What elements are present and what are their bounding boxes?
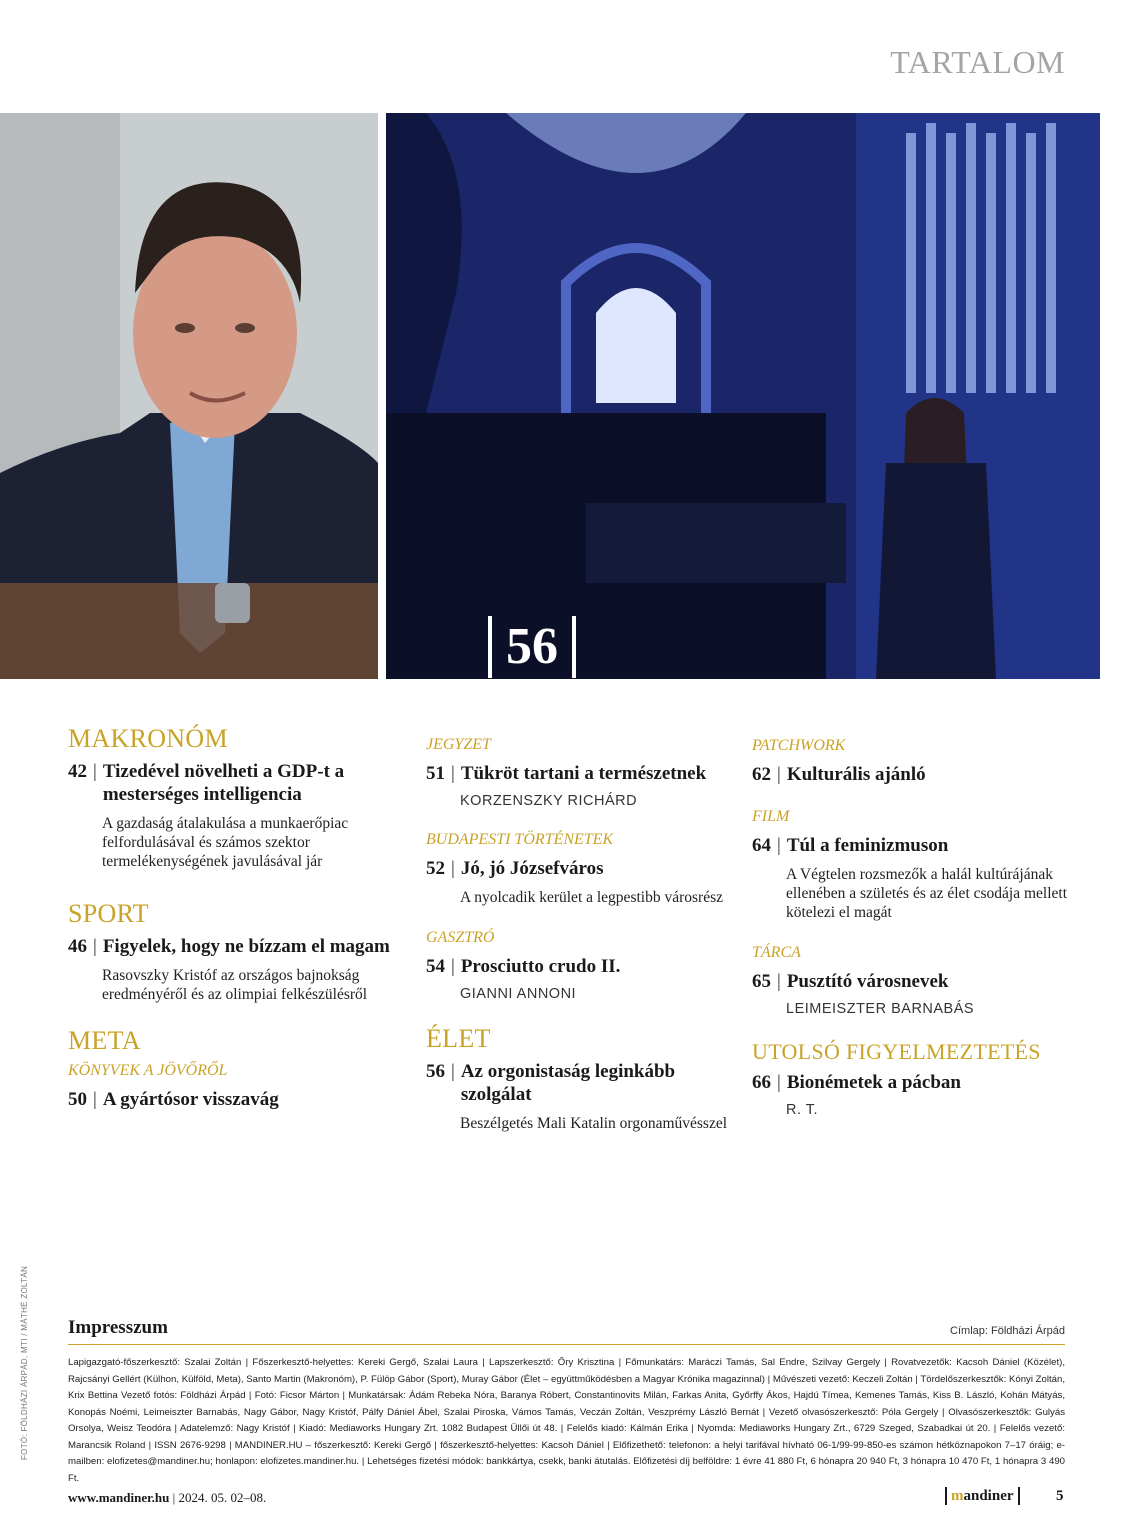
entry-title: A gyártósor visszavág xyxy=(102,1089,279,1110)
entry-description: Rasovszky Kristóf az országos bajnokság eredményéről és az olimpiai felkészülésről xyxy=(102,967,368,1003)
section-makronom xyxy=(68,724,398,871)
entry-description: A gazdaság átalakulása a munkaerőpiac felfordulásával és számos szektor termelékenységének javulásával jár xyxy=(102,815,349,870)
toc-column-1 xyxy=(68,724,398,1133)
entry-page-number: 62 xyxy=(752,764,771,785)
entry-page-number: 66 xyxy=(752,1072,771,1093)
section-title: UTOLSÓ FIGYELMEZTETÉS xyxy=(752,1039,1041,1064)
toc-entry[interactable] xyxy=(752,763,1082,786)
section-jegyzet xyxy=(426,736,746,809)
entry-headline: 52 | Jó, jó Józsefváros xyxy=(426,858,604,879)
impresszum-title: Impresszum xyxy=(68,1317,168,1338)
entry-page-number: 56 xyxy=(426,1061,445,1082)
mandiner-logo: mandiner xyxy=(945,1487,1020,1505)
portrait-illustration xyxy=(0,113,378,679)
toc-entry[interactable] xyxy=(426,1060,746,1133)
toc-entry[interactable] xyxy=(426,955,746,1002)
featured-page-number: 56 xyxy=(488,616,576,678)
entry-author: LEIMEISZTER BARNABÁS xyxy=(786,1001,975,1017)
entry-headline: 56 | Az orgonistaság leginkább szolgálat xyxy=(426,1060,746,1106)
toc-entry[interactable] xyxy=(752,1071,1082,1118)
section-meta xyxy=(68,1026,398,1111)
section-utolso-figyelmeztetes xyxy=(752,1039,1082,1118)
section-title: MAKRONÓM xyxy=(68,724,228,753)
section-subtitle: PATCHWORK xyxy=(752,737,846,754)
entry-headline: 46 | Figyelek, hogy ne bízzam el magam xyxy=(68,936,390,957)
entry-headline: 66 | Bionémetek a pácban xyxy=(752,1072,961,1093)
entry-page-number: 54 xyxy=(426,956,445,977)
entry-title: Az orgonistaság leginkább szolgálat xyxy=(460,1061,676,1105)
organ-church-photo xyxy=(386,113,1100,679)
section-subtitle: BUDAPESTI TÖRTÉNETEK xyxy=(426,831,614,848)
footer-date: 2024. 05. 02–08. xyxy=(178,1490,267,1505)
entry-description: Beszélgetés Mali Katalin orgonaművésszel xyxy=(460,1115,728,1132)
entry-page-number: 46 xyxy=(68,936,87,957)
toc-entry[interactable] xyxy=(68,760,398,871)
entry-title: Pusztító városnevek xyxy=(786,971,949,992)
entry-author: GIANNI ANNONI xyxy=(460,986,577,1002)
section-subtitle: GASZTRÓ xyxy=(426,929,495,946)
section-title: ÉLET xyxy=(426,1024,491,1053)
portrait-photo xyxy=(0,113,378,679)
entry-author: KORZENSZKY RICHÁRD xyxy=(460,793,638,809)
footer-site-date: www.mandiner.hu | 2024. 05. 02–08. xyxy=(68,1490,267,1505)
impresszum-text: Lapigazgató-főszerkesztő: Szalai Zoltán | Főszerkesztő-helyettes: Kereki Gergő, Szalai Laura | Lapszerkesztő: Őry Krisztina | Főmunkatárs: Maráczi Tamás, Sal Endre, Szilvay Gergely | Rovatvezetők: Kacsoh Dániel (Közélet), Rajcsányi Gellért (Külhon, Külföld, Meta), Santo Martin (Makronóm), P. Fülöp Gábor (Sport), Muray Gábor (Élet – együttműködésben a Magyar Krónika magazinnal) | Művészeti vezető: Keczeli Zoltán | Tördelőszerkesztők: Kónyi Zoltán, Krix Bettina Vezető fotós: Földházi Árpád | Fotó: Ficsor Márton | Munkatársak: Ádám Rebeka Nóra, Baranya Róbert, Constantinovits Milán, Farkas Anita, Győrffy Ákos, Hajdú Tímea, Kemenes Tamás, Kiss B. László, Kohán Mátyás, Konopás Noémi, Leimeiszter Barnabás, Nagy Gábor, Nagy Kristóf, Pálfy Dániel Ábel, Szalai Piroska, Vámos Tamás, Veczán Zoltán, Veszprémy László Bernát | Vezető olvasószerkesztő: Póla Gergely | Olvasószerkesztők: Gulyás Orsolya, Weisz Teodóra | Adatelemző: Nagy Kristóf | Kiadó: Mediaworks Hungary Zrt. 1082 Budapest Üllői út 48. | Felelős kiadó: Kálmán Erika | Nyomda: Mediaworks Hungary Zrt., 6729 Szeged, Szabadkai út 20. | Felelős vezető: Marancsik Roland | ISSN 2676-9298 | MANDINER.HU – főszerkesztő: Kereki Gergő | főszerkesztő-helyettes: Kacsoh Dániel | Előfizethető: telefonon: a helyi tarifával hívható 06-1/99-99-850-es számon hétköznapokon 7–17 óráig; e-mailben: elofizetes@mandiner.hu; honlapon: elofizetes.mandiner.hu. | Lehetséges fizetési módok: bankkártya, csekk, banki átutalás. Előfizetési díj belföldre: 1 évre 41 880 Ft, 6 hónapra 20 940 Ft, 3 hónapra 10 470 Ft, 1 hónapra 3 490 Ft. xyxy=(68,1357,1065,1484)
section-sport xyxy=(68,899,398,1004)
footer-site-link[interactable]: www.mandiner.hu xyxy=(68,1490,170,1505)
entry-headline: 50 | A gyártósor visszavág xyxy=(68,1089,279,1110)
entry-description: A nyolcadik kerület a legpestibb városrész xyxy=(460,889,723,906)
section-gasztro xyxy=(426,929,746,1002)
section-subtitle: FILM xyxy=(752,808,790,825)
entry-page-number: 64 xyxy=(752,835,771,856)
entry-description: A Végtelen rozsmezők a halál kultúrájának ellenében a születés és az élet csodája mellett kötelezi el magát xyxy=(786,866,1068,921)
church-illustration xyxy=(386,113,1100,679)
section-subtitle: KÖNYVEK A JÖVŐRŐL xyxy=(68,1062,228,1079)
entry-headline: 51 | Tükröt tartani a természetnek xyxy=(426,763,707,784)
cover-credit: Címlap: Földházi Árpád xyxy=(950,1325,1065,1337)
toc-entry[interactable] xyxy=(68,935,398,1004)
section-subtitle: JEGYZET xyxy=(426,736,491,753)
entry-page-number: 50 xyxy=(68,1089,87,1110)
entry-author: R. T. xyxy=(786,1102,819,1118)
footer-page-number: 5 xyxy=(1056,1488,1064,1504)
entry-page-number: 51 xyxy=(426,763,445,784)
entry-title: Tükröt tartani a természetnek xyxy=(460,763,707,784)
entry-title: Túl a feminizmuson xyxy=(786,835,949,856)
entry-page-number: 52 xyxy=(426,858,445,879)
entry-page-number: 65 xyxy=(752,971,771,992)
entry-title: Prosciutto crudo II. xyxy=(460,956,621,977)
section-title: SPORT xyxy=(68,899,149,928)
entry-headline: 64 | Túl a feminizmuson xyxy=(752,835,949,856)
section-elet xyxy=(426,1024,746,1133)
section-title: META xyxy=(68,1026,141,1055)
toc-column-2 xyxy=(426,736,746,1155)
impresszum-divider xyxy=(68,1344,1065,1345)
toc-entry[interactable] xyxy=(752,834,1082,922)
entry-title: Bionémetek a pácban xyxy=(786,1072,961,1093)
toc-entry[interactable] xyxy=(426,857,746,907)
section-patchwork xyxy=(752,737,1082,786)
entry-title: Figyelek, hogy ne bízzam el magam xyxy=(102,936,390,957)
photo-credit: FOTÓ: FÖLDHÁZI ÁRPÁD, MTI / MÁTHÉ ZOLTÁN xyxy=(20,1265,29,1460)
section-film xyxy=(752,808,1082,922)
entry-headline: 62 | Kulturális ajánló xyxy=(752,764,926,785)
toc-entry[interactable] xyxy=(68,1088,398,1111)
toc-entry[interactable] xyxy=(426,762,746,809)
entry-title: Kulturális ajánló xyxy=(786,764,926,785)
section-subtitle: TÁRCA xyxy=(752,944,801,961)
toc-column-3 xyxy=(752,737,1082,1140)
toc-entry[interactable] xyxy=(752,970,1082,1017)
page-title: TARTALOM xyxy=(890,44,1065,80)
entry-headline: 54 | Prosciutto crudo II. xyxy=(426,956,621,977)
entry-title: Tizedével növelheti a GDP-t a mesterséges intelligencia xyxy=(102,761,345,805)
entry-headline: 42 | Tizedével növelheti a GDP-t a mesterséges intelligencia xyxy=(68,760,398,806)
section-tarca xyxy=(752,944,1082,1017)
entry-page-number: 42 xyxy=(68,761,87,782)
entry-headline: 65 | Pusztító városnevek xyxy=(752,971,949,992)
section-budapesti-tortenetek xyxy=(426,831,746,907)
entry-title: Jó, jó Józsefváros xyxy=(460,858,604,879)
